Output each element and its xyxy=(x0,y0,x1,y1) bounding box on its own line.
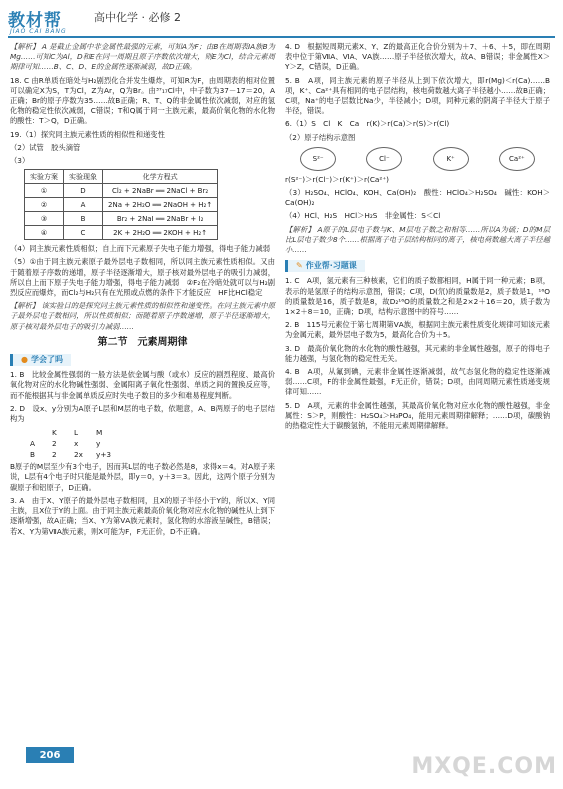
answer-6-part4: （4）HCl、H₂S HCl＞H₂S 非金属性：S＜Cl xyxy=(285,211,441,221)
answer-1: 1. B 比较金属性强弱的一般方法是依金属与酸（或水）反应的剧烈程度、最高价氧化物对应的水化物碱性强弱、金属阳离子氧化性强弱、单质之间的置换反应等，而不能根据其与非金属单质反应时失电子数目的多少和难易程度判断。 xyxy=(10,370,275,400)
answer-19-part3: （3） xyxy=(10,156,30,166)
answer-19-part1: 19.（1）探究同主族元素性质的相似性和递变性 xyxy=(10,129,165,139)
homework-answer-5: 5. D A项，元素的非金属性越强，其最高价氧化物对应水化物的酸性越强，非金属性：S＞P，则酸性：H₂SO₄＞H₃PO₄，能用元素周期律解释；……D项，碳酸钠的热稳定性大于碳酸氢钠，不能用元素周期律解释。 xyxy=(285,400,550,431)
table-header-cell: 化学方程式 xyxy=(103,170,218,184)
answer-19-part5: （5）①由于同主族元素原子最外层电子数相同，所以同主族元素性质相似。又由于随着原子序数的递增，原子半径逐渐增大，原子核对最外层电子的吸引力减弱，所以自上而下原子失电子能力增强，得电子能力减弱 ②F₂在冷暗处就可以与H₂剧烈反应而爆炸，而Cl₂与H₂只有在光照或点燃的条件下才能反应 HF比HCl稳定 xyxy=(10,257,275,298)
shell-header-row xyxy=(30,427,275,438)
answer-6-part3: （3）H₂SO₄、HClO₄、KOH、Ca(OH)₂ 酸性：HClO₄＞H₂SO₄ 碱性：KOH＞Ca(OH)₂ xyxy=(285,188,550,208)
table-row xyxy=(25,212,218,226)
answer-6-radius: r(S²⁻)＞r(Cl⁻)＞r(K⁺)＞r(Ca²⁺) xyxy=(285,174,390,184)
electron-shell-grid xyxy=(30,427,275,460)
ion-diagram: Ca²⁺ xyxy=(499,147,535,171)
shell-cell: 2x xyxy=(74,450,83,460)
answer-5: 5. B A项，同主族元素的原子半径从上到下依次增大，即r(Mg)＜r(Ca)……B项，K⁺、Ca²⁺具有相同的电子层结构，核电荷数越大离子半径越小……故B正确；C项，Na⁺的电子层数比Na少，半径减小；D项，同种元素的阴离子半径大于原子半径，错误。 xyxy=(285,75,550,116)
table-cell: ② xyxy=(25,198,64,212)
shell-cell: x xyxy=(74,439,79,449)
page-header xyxy=(8,6,555,44)
homework-answer-2: 2. B 115号元素位于第七周期第ⅤA族，根据同主族元素性质变化规律可知该元素为金属元素，最外层电子数为5，最高化合价为＋5。 xyxy=(285,320,550,340)
answer-2: 2. D 设x、y分别为A原子L层和M层的电子数，依题意，A、B两原子的电子层结构为 xyxy=(10,403,275,424)
answer-4: 4. D 根据短周期元素X、Y、Z的最高正化合价分别为＋7、＋6、＋5，即在周期表中位于第ⅦA、ⅥA、ⅤA族……原子半径依次增大，故A、B错误；非金属性X＞Y＞Z，C错误，D正确。 xyxy=(285,42,550,72)
bulb-icon: ● xyxy=(21,355,28,365)
table-header-cell: 实验现象 xyxy=(64,170,103,184)
table-header-cell: 实验方案 xyxy=(25,170,64,184)
banner-label: 学会了吗 xyxy=(30,355,63,365)
experiment-table xyxy=(24,169,218,240)
ion-diagram: S²⁻ xyxy=(300,147,336,171)
shell-cell: K xyxy=(52,428,57,438)
watermark: MXQE.COM xyxy=(411,754,557,779)
table-row xyxy=(25,184,218,198)
header-divider xyxy=(8,36,555,38)
section-title: 第二节 元素周期律 xyxy=(97,336,188,348)
right-column xyxy=(285,42,550,434)
page-number: 206 xyxy=(26,747,74,763)
ion-diagram: Cl⁻ xyxy=(366,147,402,171)
shell-row xyxy=(30,438,275,449)
pencil-icon: ✎ xyxy=(296,261,303,271)
shell-cell: y+3 xyxy=(96,450,112,460)
table-row xyxy=(25,226,218,240)
table-row xyxy=(25,198,218,212)
ion-structure-diagrams xyxy=(285,147,550,171)
ion-diagram: K⁺ xyxy=(433,147,469,171)
book-title: 高中化学 · 必修 2 xyxy=(94,11,181,24)
answer-19-part2: （2）试管 胶头滴管 xyxy=(10,142,81,152)
answer-6-part2: （2）原子结构示意图 xyxy=(285,132,356,142)
table-cell: A xyxy=(64,198,103,212)
left-column xyxy=(10,42,275,540)
shell-cell: y xyxy=(96,439,101,449)
homework-answer-1: 1. C A项，氢元素有三种核素，它们的质子数都相同，H属于同一种元素；B项，表示的是氢原子的结构示意图，错误；C项，D(氘)的质量数是2，质子数是1，¹⁶O的质量数是16，质子数是8，故D₂¹⁶O的质量数之和是2×2＋16＝20，质子数为1×2＋8＝10，正确；D项，结构示意图中的符号…… xyxy=(285,276,550,317)
brand-logo-subtitle: JIAO CAI BANG xyxy=(10,28,67,35)
explanation-17: 【解析】 A 是截止金属中非金属性最强的元素，可知A为F；由B在周期表IA族B为Mg……可知C为Al，D和E在同一周期且原子序数依次增大，则E为Cl，结合元素周期律可知……B、C、D、E的金属性逐渐减弱，故D正确。 xyxy=(10,42,275,72)
table-header-row xyxy=(25,170,218,184)
table-cell: ③ xyxy=(25,212,64,226)
table-cell: 2Na + 2H₂O ══ 2NaOH + H₂↑ xyxy=(103,198,218,212)
explanation-19: 【解析】 该实验目的是探究同主族元素性质的相似性和递变性。在同主族元素中原子最外层电子数相同，所以性质相似；而随着原子序数递增，原子半径逐渐增大，原子核对最外层电子的吸引力减弱…… xyxy=(10,301,276,331)
answer-18: 18. C 由R单质在暗处与H₂剧烈化合并发生爆炸，可知R为F，由周期表的相对位置可以确定X为S，T为Cl，Z为Ar，Q为Br。由³⁷₁₇Cl中，中子数为37－17＝20，A正确；Br的原子序数为35……故B正确；R、T、Q的非金属性依次减弱，对应的氢化物的稳定性依次减弱，C错误；T和Q属于同一主族元素，最高价氧化物的水化物的酸性：T＞Q，D正确。 xyxy=(10,75,275,126)
banner-label: 作业帮·习题课 xyxy=(305,261,357,271)
table-cell: 2K + 2H₂O ══ 2KOH + H₂↑ xyxy=(103,226,218,240)
table-cell: ④ xyxy=(25,226,64,240)
shell-cell: 2 xyxy=(52,439,57,449)
answer-3: 3. A 由于X、Y原子的最外层电子数相同，且X的原子半径小于Y的，所以X、Y同主族，且X位于Y的上面。由于同主族元素最高价氧化物对应水化物的碱性从上到下逐渐增强，故A正确；当X、Y为第ⅤA族元素时，氢化物的水溶液呈碱性，B错误；若X、Y为第ⅦA族元素，则X可能为F，F无正价，D不正确。 xyxy=(10,495,275,536)
table-cell: D xyxy=(64,184,103,198)
answer-2-continued: B原子的M层至少有3个电子，因而其L层的电子数必然是8，求得x＝4。对A原子来说，L层有4个电子时只能是最外层，即y＝0，y＋3＝3。因此，这两个原子分别为碳原子和铝原子，D正确。 xyxy=(10,462,275,492)
answer-19-part4: （4）同主族元素性质相似；自上而下元素原子失电子能力增强，得电子能力减弱 xyxy=(10,244,271,254)
table-cell: Cl₂ + 2NaBr ══ 2NaCl + Br₂ xyxy=(103,184,218,198)
homework-answer-3: 3. D 最高价氧化物的水化物的酸性越强，其元素的非金属性越强，原子的得电子能力越强，与氢化物的稳定性无关。 xyxy=(285,343,550,363)
brand-logo: 教材帮 xyxy=(8,11,62,30)
homework-answer-4: 4. B A项，从氟到碘，元素非金属性逐渐减弱，故气态氢化物的稳定性逐渐减弱……C项，F的非金属性最强，F无正价，错误；D项，由同周期元素性质递变规律可知…… xyxy=(285,367,550,397)
table-cell: Br₂ + 2NaI ══ 2NaBr + I₂ xyxy=(103,212,218,226)
shell-cell: M xyxy=(96,428,103,438)
explanation-6: 【解析】 A原子的L层电子数与K、M层电子数之和相等……所以A为硫；D的M层比L层电子数少8个……根据离子电子层结构相同的离子，核电荷数越大离子半径越小…… xyxy=(285,224,550,255)
table-cell: C xyxy=(64,226,103,240)
homework-banner xyxy=(285,260,365,272)
shell-row xyxy=(30,449,275,460)
shell-cell: A xyxy=(30,439,35,449)
table-cell: B xyxy=(64,212,103,226)
answer-6-part1: 6.（1）S Cl K Ca r(K)＞r(Ca)＞r(S)＞r(Cl) xyxy=(285,119,450,129)
shell-cell: L xyxy=(74,428,79,438)
shell-cell: B xyxy=(30,450,36,460)
section-banner xyxy=(10,354,71,366)
shell-cell: 2 xyxy=(52,450,57,460)
table-cell: ① xyxy=(25,184,64,198)
